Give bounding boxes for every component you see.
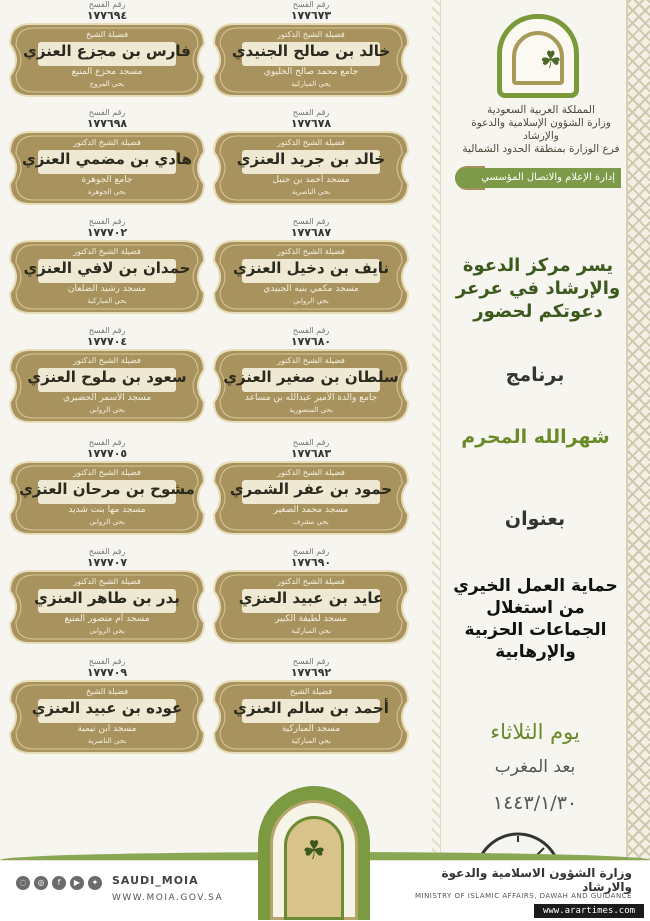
event-time: بعد المغرب (494, 757, 576, 777)
speaker-card (8, 239, 206, 315)
permit-header (32, 547, 182, 569)
speaker-card (212, 569, 410, 645)
ministry-logo (497, 14, 579, 98)
palm-swords-icon: ☘ (540, 46, 562, 74)
event-day: يوم الثلاثاء (490, 720, 580, 744)
permit-label: رقم الفسح (292, 108, 330, 117)
permit-header (32, 438, 182, 460)
district-name: بحي المنصورية (289, 406, 333, 414)
permit-number: ١٧٧٧٠٩ (86, 666, 128, 679)
event-date: ١٤٤٣/١/٣٠ (492, 792, 578, 814)
mosque-name: مسجد الأسمر الحضيري (62, 393, 152, 403)
mosque-name: جامع الجوهرة (81, 175, 133, 185)
permit-label: رقم الفسح (292, 657, 330, 666)
speaker-name: خالد بن جريد العنزي (236, 150, 386, 168)
mosque-name: مسجد مها بنت شديد (68, 505, 146, 515)
permit-number: ١٧٧٧٠٧ (86, 556, 128, 569)
speaker-title: فضيلة الشيخ الدكتور (277, 138, 345, 147)
mosque-name: جامع محمد صالح الخليوي (263, 67, 359, 77)
permit-label: رقم الفسح (88, 547, 126, 556)
ministry-header (455, 104, 627, 156)
permit-header (236, 0, 386, 22)
footer-emblem-inner (284, 816, 344, 920)
permit-number: ١٧٧٦٨٠ (290, 335, 332, 348)
speaker-title: فضيلة الشيخ (85, 30, 129, 39)
permit-header (32, 657, 182, 679)
watermark: www.arartimes.com (534, 904, 644, 918)
mosque-name: مسجد أحمد بن حنبل (272, 175, 350, 185)
district-name: بحي الناصرية (87, 737, 127, 745)
speaker-card (8, 679, 206, 755)
speaker-title: فضيلة الشيخ الدكتور (73, 138, 141, 147)
speaker-title: فضيلة الشيخ الدكتور (73, 468, 141, 477)
speaker-card (212, 679, 410, 755)
program-name: شهرالله المحرم (461, 426, 610, 448)
mosque-name: مسجد أم منصور المنيع (64, 614, 150, 624)
speaker-card (8, 569, 206, 645)
speaker-card (8, 130, 206, 206)
permit-number: ١٧٧٦٩٢ (290, 666, 332, 679)
mosque-name: مسجد محمد الصغير (273, 505, 349, 515)
speaker-title: فضيلة الشيخ الدكتور (277, 247, 345, 256)
permit-label: رقم الفسح (292, 547, 330, 556)
district-name: بحي المباركية (291, 737, 331, 745)
speaker-card (8, 22, 206, 98)
mosque-name: مسجد مجزع المنيع (71, 67, 143, 77)
mosque-name: مسجد المباركية (281, 724, 341, 734)
speaker-card (212, 130, 410, 206)
permit-label: رقم الفسح (88, 0, 126, 9)
social-handle: SAUDI_MOIA (112, 874, 199, 887)
footer-ministry-arabic: وزارة الشؤون الاسلامية والدعوة والارشاد (441, 866, 632, 894)
speaker-card (8, 348, 206, 424)
speaker-card (212, 239, 410, 315)
permit-header (236, 547, 386, 569)
speaker-name: هادي بن مضمي العنزي (21, 150, 193, 168)
facebook-icon[interactable]: f (52, 876, 66, 890)
permit-number: ١٧٧٧٠٢ (86, 226, 128, 239)
permit-number: ١٧٧٦٩٨ (86, 117, 128, 130)
lecture-topic: حماية العمل الخيري من استغلال الجماعات الحزبية والإرهابية (453, 576, 618, 662)
permit-label: رقم الفسح (88, 217, 126, 226)
speaker-name: مشوح بن مرحان العنزي (19, 480, 195, 498)
mosque-name: مسجد مكمي بنيه الجبيدي (263, 284, 359, 294)
youtube-icon[interactable]: ▶ (70, 876, 84, 890)
district-name: بحي الروابي (89, 627, 125, 635)
speaker-name: سعود بن ملوح العنزي (27, 368, 187, 386)
speaker-card (8, 460, 206, 536)
district-name: بحي المباركية (291, 80, 331, 88)
permit-header (32, 0, 182, 22)
permit-label: رقم الفسح (88, 438, 126, 447)
permit-label: رقم الفسح (292, 217, 330, 226)
permit-header (32, 108, 182, 130)
titled-label: بعنوان (504, 508, 566, 530)
speaker-name: عايد بن عبيد العنزي (238, 589, 384, 607)
district-name: بحي الجوهرة (88, 188, 126, 196)
permit-label: رقم الفسح (292, 326, 330, 335)
permit-header (236, 438, 386, 460)
permit-number: ١٧٧٦٩٠ (290, 556, 332, 569)
speaker-name: خالد بن صالح الجنيدي (231, 42, 391, 60)
decorative-border-right (626, 0, 650, 860)
district-name: بحي مشرف (293, 518, 329, 526)
speaker-title: فضيلة الشيخ الدكتور (73, 356, 141, 365)
palm-emblem-icon: ☘ (302, 836, 326, 866)
permit-header (236, 217, 386, 239)
permit-header (32, 217, 182, 239)
district-name: بحي الناصرية (291, 188, 331, 196)
permit-label: رقم الفسح (88, 108, 126, 117)
mosque-name: جامع والدة الأمير عبدالله بن مساعد (244, 393, 378, 403)
logo-arch (512, 31, 564, 85)
permit-number: ١٧٧٦٨٣ (290, 447, 332, 460)
speaker-name: أحمد بن سالم العنزي (233, 699, 389, 717)
permit-label: رقم الفسح (292, 0, 330, 9)
speaker-title: فضيلة الشيخ الدكتور (277, 577, 345, 586)
speaker-card (212, 22, 410, 98)
permit-number: ١٧٧٦٧٨ (290, 117, 332, 130)
department-label: إدارة الإعلام والاتصال المؤسسي (455, 168, 621, 188)
speaker-card (212, 348, 410, 424)
program-label: برنامج (505, 364, 565, 386)
permit-label: رقم الفسح (88, 326, 126, 335)
speaker-name: بدر بن طاهر العنزي (34, 589, 180, 607)
permit-header (236, 326, 386, 348)
permit-number: ١٧٧٧٠٥ (86, 447, 128, 460)
district-name: بحي المباركية (291, 627, 331, 635)
mosque-name: مسجد رشيد الضلعان (67, 284, 147, 294)
speaker-title: فضيلة الشيخ الدكتور (277, 30, 345, 39)
district-name: بحي الروابي (89, 406, 125, 414)
instagram-icon[interactable]: ◎ (34, 876, 48, 890)
permit-number: ١٧٧٧٠٤ (86, 335, 128, 348)
speaker-title: فضيلة الشيخ (289, 687, 333, 696)
speaker-title: فضيلة الشيخ الدكتور (277, 356, 345, 365)
invitation-intro: يسر مركز الدعوة والإرشاد في عرعر دعوتكم لحضور (455, 255, 621, 322)
footer-ministry-english: MINISTRY OF ISLAMIC AFFAIRS, DAWAH AND GUIDANCE (414, 892, 632, 900)
ministry-line: المملكة العربية السعودية (487, 104, 595, 116)
ministry-line: فرع الوزارة بمنطقة الحدود الشمالية (462, 143, 620, 155)
permit-number: ١٧٧٦٧٣ (290, 9, 332, 22)
permit-header (32, 326, 182, 348)
twitter-icon[interactable]: ✦ (88, 876, 102, 890)
permit-label: رقم الفسح (292, 438, 330, 447)
district-name: بحي المروج (89, 80, 125, 88)
speaker-name: فارس بن مجزع العنزي (23, 42, 191, 60)
district-name: بحي المباركية (87, 297, 127, 305)
speaker-title: فضيلة الشيخ الدكتور (73, 247, 141, 256)
ministry-line: وزارة الشؤون الإسلامية والدعوة والإرشاد (471, 117, 611, 142)
mosque-name: مسجد ابن تيمية (77, 724, 137, 734)
speaker-title: فضيلة الشيخ (85, 687, 129, 696)
permit-header (236, 657, 386, 679)
speaker-name: حمدان بن لافي العنزي (23, 259, 191, 277)
decorative-border-inner (432, 0, 441, 860)
permit-number: ١٧٧٦٨٧ (290, 226, 332, 239)
speaker-title: فضيلة الشيخ الدكتور (73, 577, 141, 586)
speaker-title: فضيلة الشيخ الدكتور (277, 468, 345, 477)
district-name: بحي الروابي (293, 297, 329, 305)
speaker-name: عوده بن عبيد العنزي (31, 699, 183, 717)
speaker-name: سلطان بن صغير العنزي (223, 368, 399, 386)
permit-header (236, 108, 386, 130)
speaker-card (212, 460, 410, 536)
speaker-name: نايف بن دخيل العنزي (232, 259, 390, 277)
mosque-name: مسجد لطيفة الكبير (275, 614, 347, 624)
district-name: بحي الروابي (89, 518, 125, 526)
permit-number: ١٧٧٦٩٤ (86, 9, 128, 22)
speaker-name: حمود بن عفر الشمري (229, 480, 393, 498)
snapchat-icon[interactable]: ◌ (16, 876, 30, 890)
permit-label: رقم الفسح (88, 657, 126, 666)
website-url: WWW.MOIA.GOV.SA (112, 893, 224, 903)
